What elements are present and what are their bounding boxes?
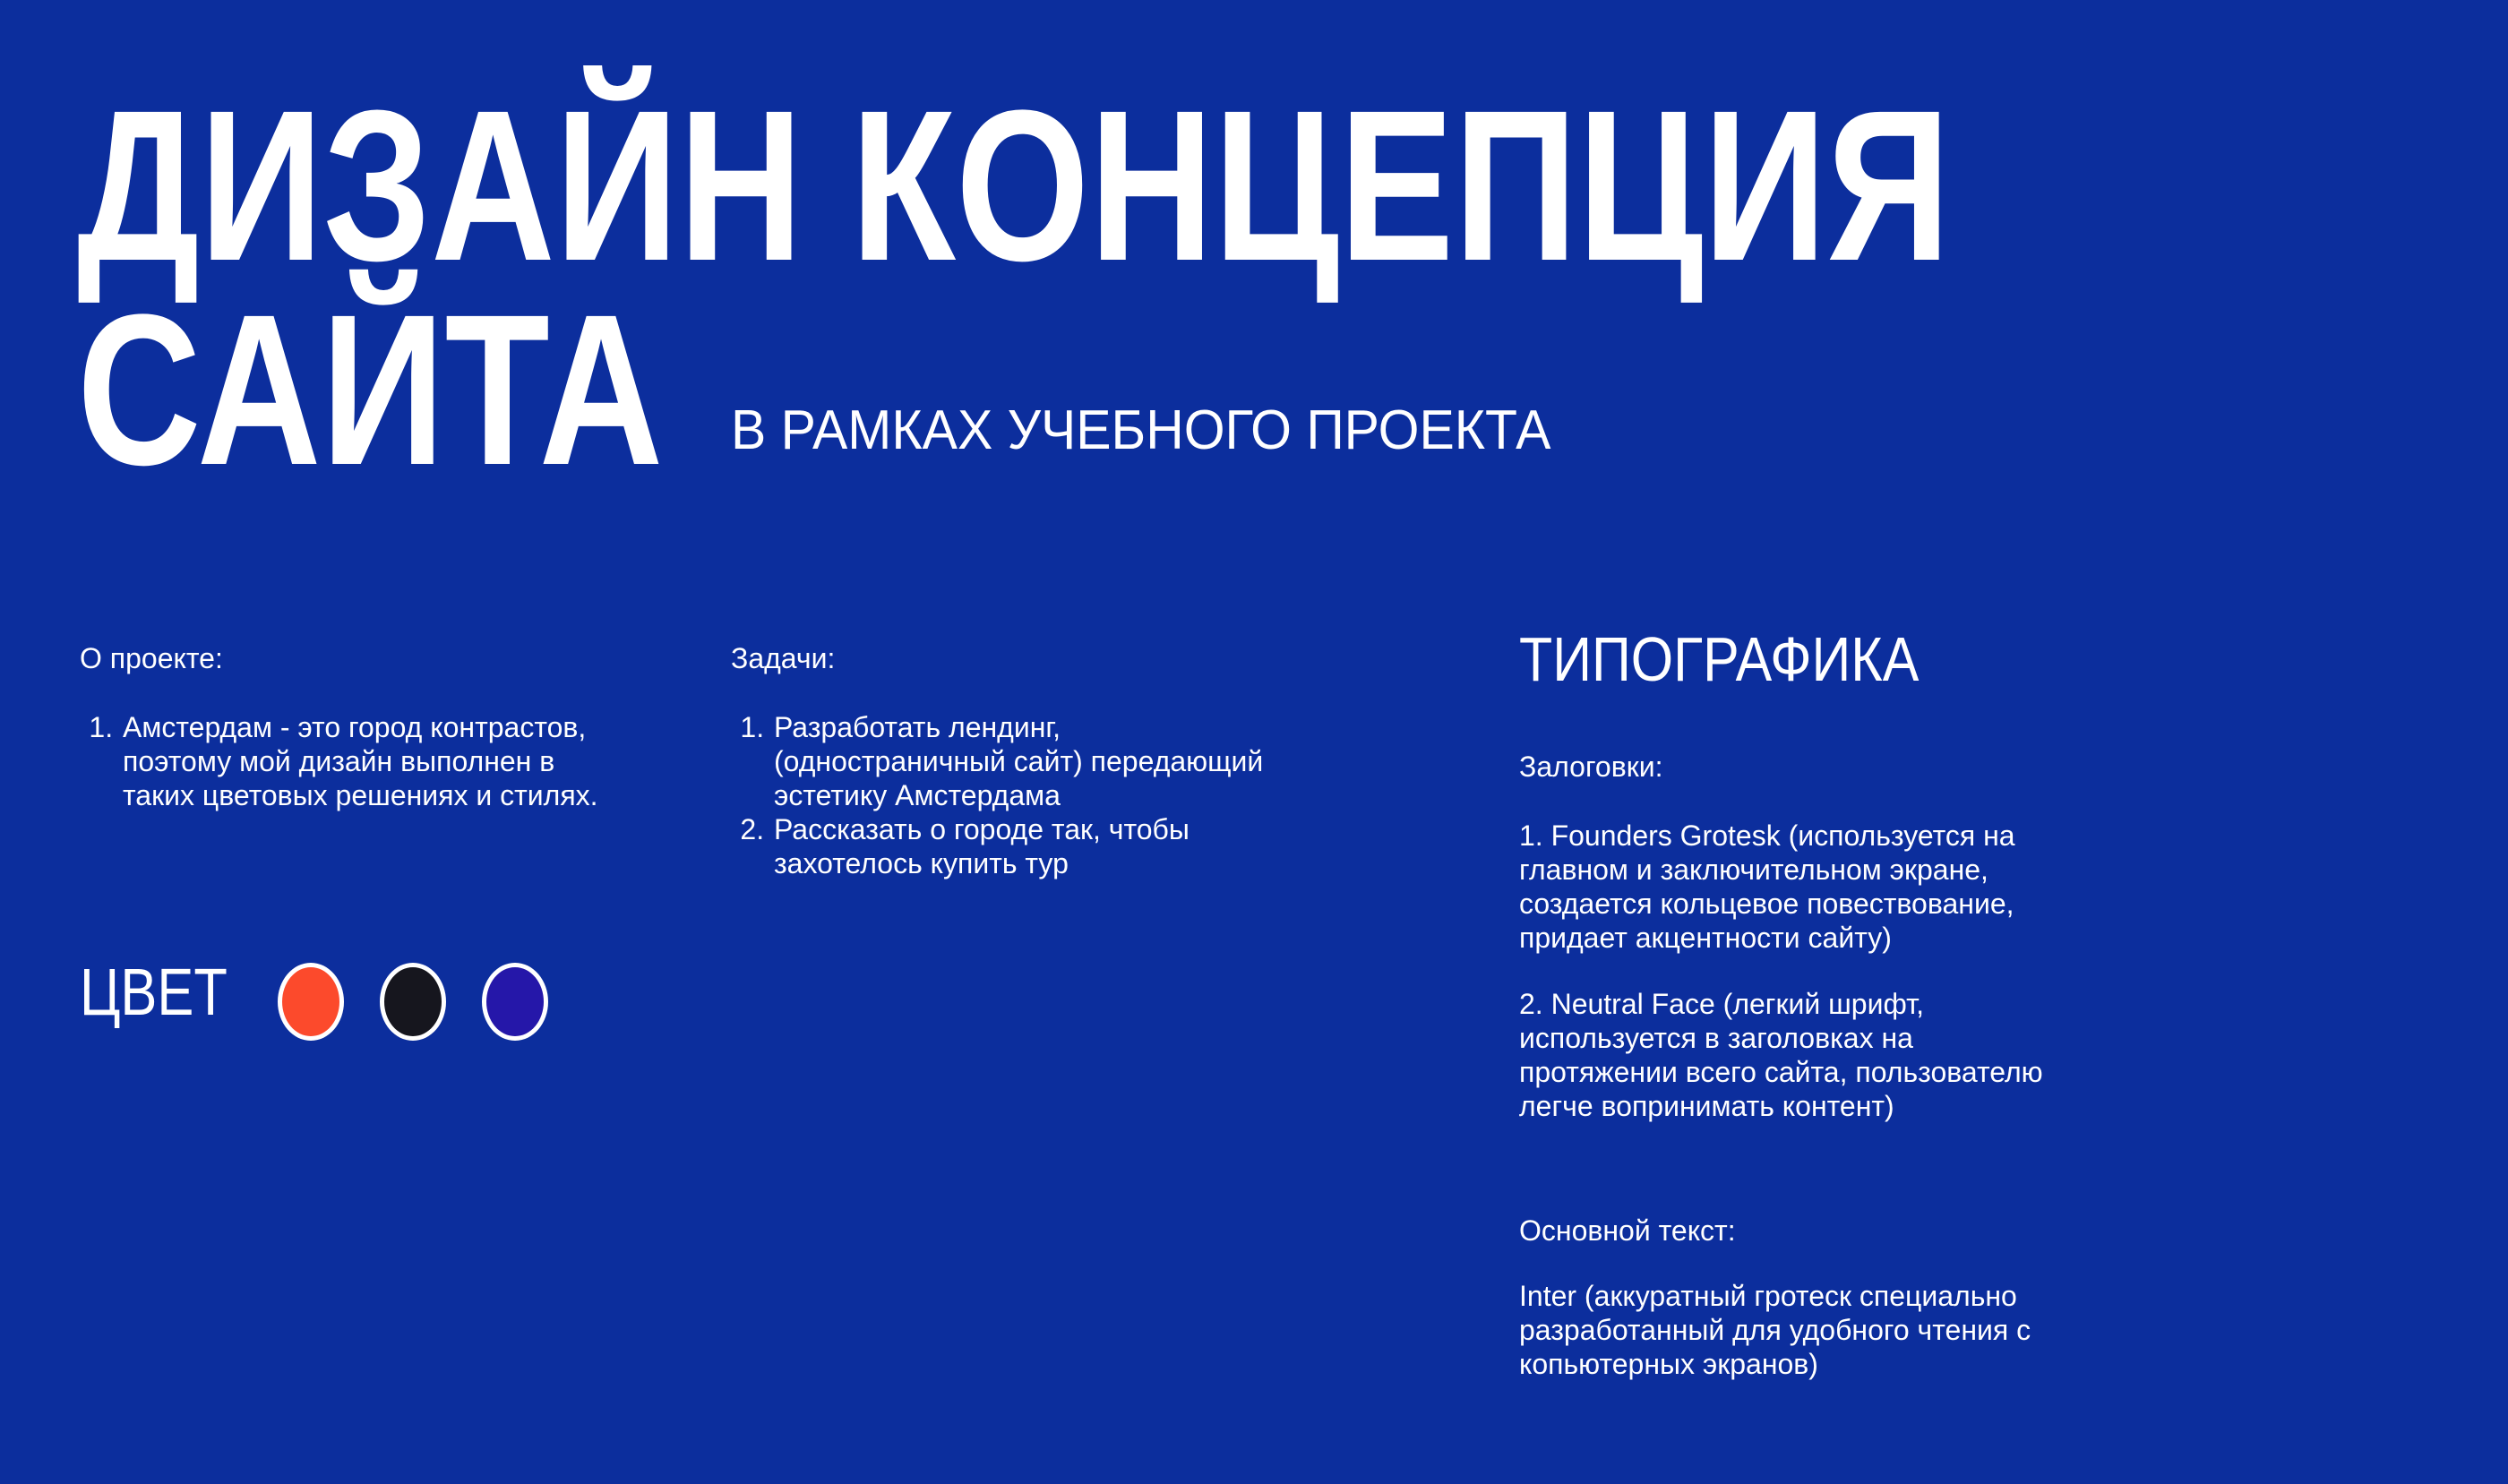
- page-title-line1: ДИЗАЙН КОНЦЕПЦИЯ: [77, 65, 1951, 305]
- typography-section: [1519, 624, 2057, 1381]
- typography-body-font: Inter (аккуратный гротеск специально разработанный для удобного чтения с копьютерных экранов): [1519, 1280, 2031, 1380]
- tasks-section: [731, 641, 1279, 880]
- typography-body-label: Основной текст:: [1519, 1214, 1736, 1247]
- tasks-list-item: 1. Разработать лендинг, (одностраничный сайт) передающий эстетику Амстердама: [772, 710, 1279, 812]
- typography-headings-label: Залоговки:: [1519, 751, 1663, 783]
- palette-heading: ЦВЕТ: [80, 955, 228, 1029]
- typography-heading-font-1: 1. Founders Grotesk (используется на главном и заключительном экране, создается кольцевое повествование, придает акцентности сайту): [1519, 819, 2015, 954]
- tasks-heading: Задачи:: [731, 642, 836, 674]
- typography-heading-font-2: 2. Neutral Face (легкий шрифт, используется в заголовках на протяжении всего сайта, пользователю легче вопринимать контент): [1519, 988, 2043, 1122]
- page-subtitle: В РАМКАХ УЧЕБНОГО ПРОЕКТА: [731, 399, 1551, 461]
- tasks-list: [731, 710, 1279, 880]
- about-section: [80, 641, 599, 812]
- tasks-list-item: 2. Рассказать о городе так, чтобы захотелось купить тур: [772, 812, 1279, 880]
- about-heading: О проекте:: [80, 642, 223, 674]
- typography-heading: ТИПОГРАФИКА: [1519, 624, 1920, 694]
- color-swatch-near-black: [380, 963, 446, 1041]
- palette-swatches: [278, 963, 548, 1041]
- color-swatch-orange-red: [278, 963, 344, 1041]
- color-swatch-indigo: [482, 963, 548, 1041]
- page-title-line2: САЙТА: [77, 270, 664, 510]
- about-list-item: 1. Амстердам - это город контрастов, поэтому мой дизайн выполнен в таких цветовых решениях и стилях.: [121, 710, 599, 812]
- about-list: [80, 710, 599, 812]
